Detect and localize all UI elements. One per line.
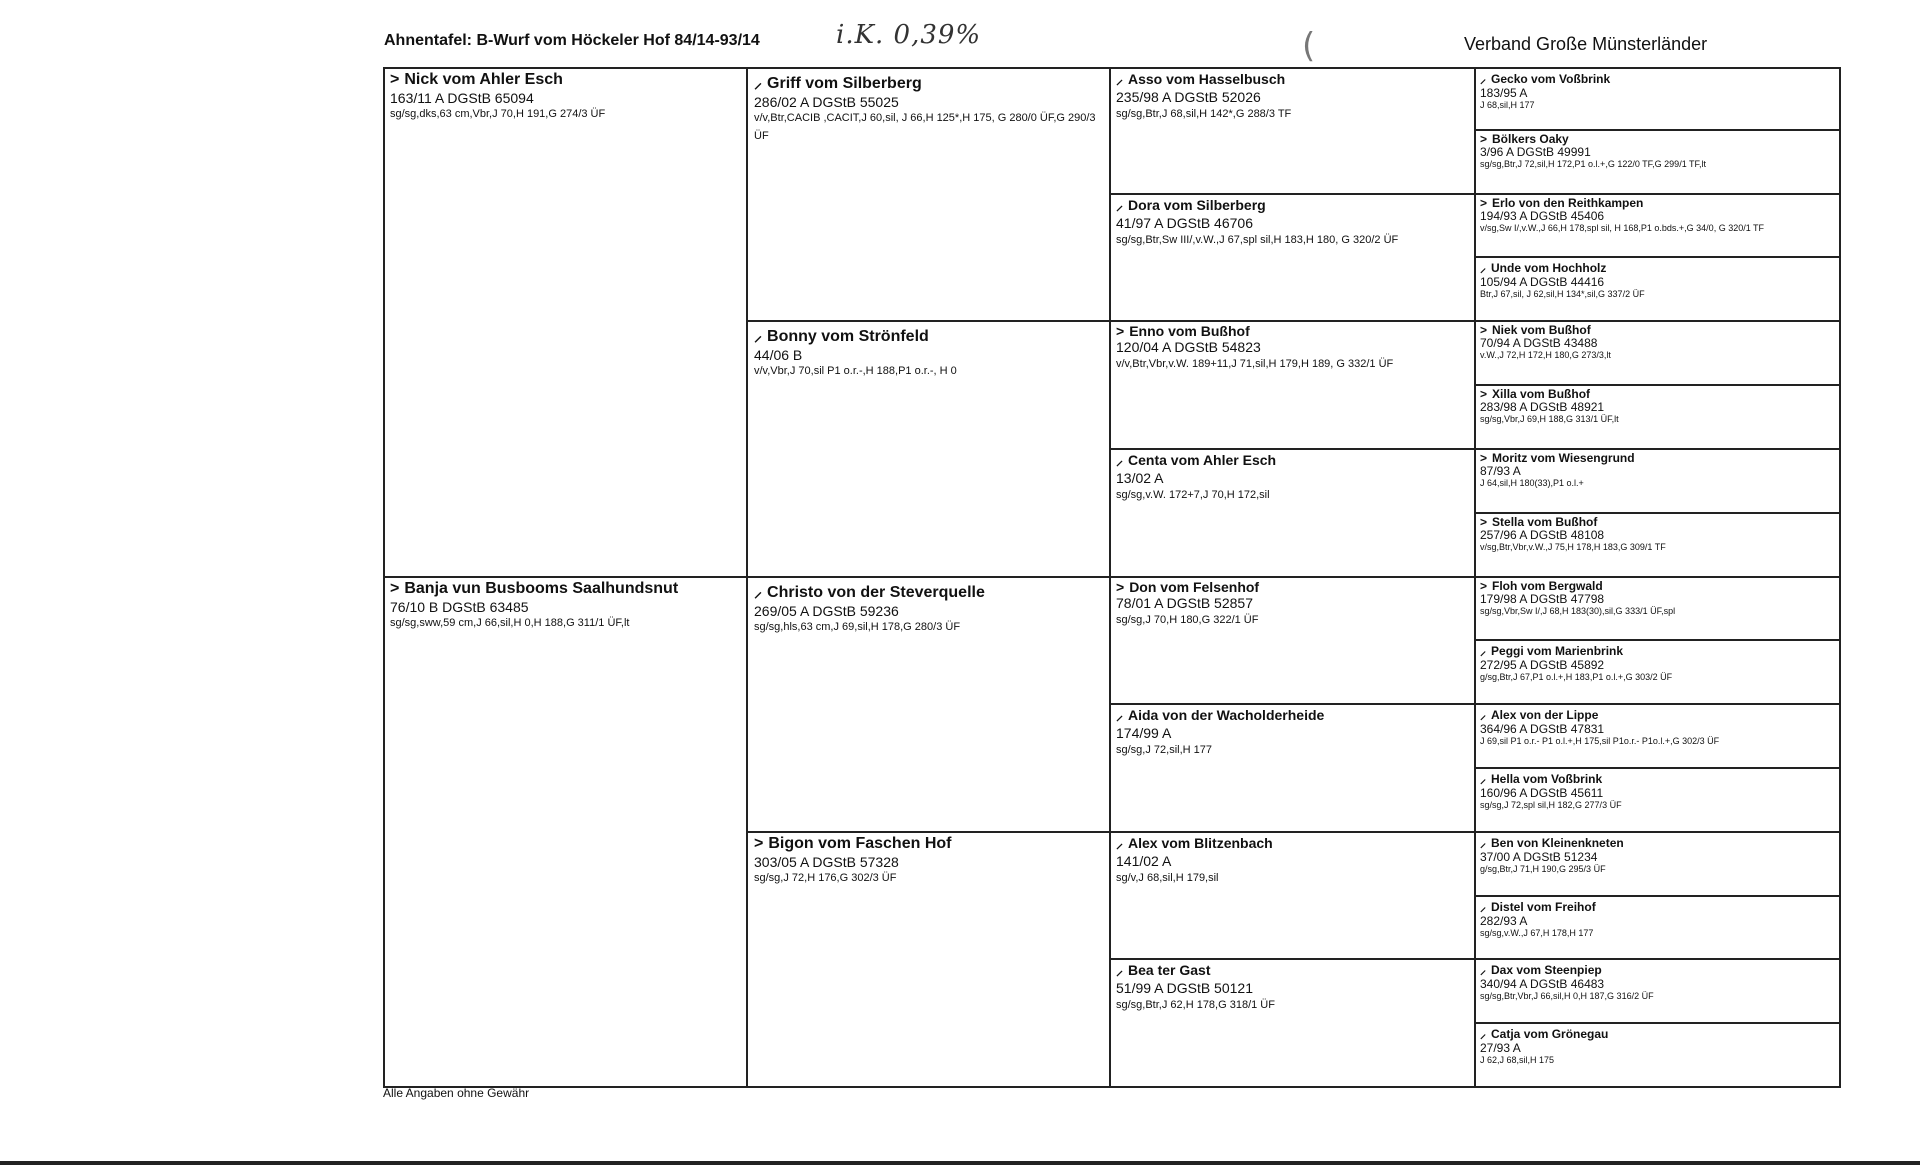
dog-name: Bonny vom Strönfeld bbox=[767, 328, 929, 345]
dog-name: Niek vom Bußhof bbox=[1492, 323, 1591, 337]
sex-marker: ⸝ bbox=[1480, 644, 1487, 658]
dog-name: Nick vom Ahler Esch bbox=[404, 71, 563, 88]
registration-number: 194/93 A DGStB 45406 bbox=[1480, 209, 1605, 223]
registration-number: 174/99 A bbox=[1116, 725, 1172, 741]
performance-details: J 64,sil,H 180(33),P1 o.l.+ bbox=[1480, 477, 1584, 488]
registration-number: 283/98 A DGStB 48921 bbox=[1480, 400, 1605, 414]
dog-name: Alex vom Blitzenbach bbox=[1128, 835, 1273, 851]
dog-name-row bbox=[1480, 770, 1835, 787]
dog-name: Floh vom Bergwald bbox=[1492, 579, 1603, 593]
performance-details: sg/v,J 68,sil,H 179,sil bbox=[1116, 872, 1219, 884]
dog-name: Dora vom Silberberg bbox=[1128, 197, 1266, 213]
dog-name: Unde vom Hochholz bbox=[1491, 261, 1607, 275]
dog-name: Catja vom Grönegau bbox=[1491, 1027, 1609, 1041]
pedigree-box-gen4 bbox=[1474, 384, 1841, 450]
registration-number: 105/94 A DGStB 44416 bbox=[1480, 275, 1605, 289]
pedigree-box-gen4 bbox=[1474, 1022, 1841, 1088]
dog-name-row bbox=[754, 324, 1103, 346]
performance-details: sg/sg,Btr,Sw III/,v.W.,J 67,spl sil,H 183,H 180, G 320/2 ÜF bbox=[1116, 234, 1399, 246]
sex-marker: ⸝ bbox=[1116, 962, 1123, 978]
dog-name-row bbox=[1480, 70, 1835, 87]
dog-name: Ben von Kleinenkneten bbox=[1491, 836, 1624, 850]
registration-number: 141/02 A bbox=[1116, 853, 1172, 869]
sex-marker: ⸝ bbox=[1480, 900, 1487, 914]
pedigree-box-gen4 bbox=[1474, 256, 1841, 322]
sex-marker: ⸝ bbox=[754, 584, 763, 601]
sex-marker: ⸝ bbox=[1116, 707, 1123, 723]
registration-number: 120/04 A DGStB 54823 bbox=[1116, 339, 1261, 355]
dog-name-row bbox=[754, 835, 1103, 853]
scan-edge bbox=[0, 1161, 1920, 1165]
dog-name: Hella vom Voßbrink bbox=[1491, 772, 1603, 786]
dog-name: Gecko vom Voßbrink bbox=[1491, 72, 1611, 86]
performance-details: g/sg,Btr,J 67,P1 o.l.+,H 183,P1 o.l.+,G 303/2 ÜF bbox=[1480, 671, 1673, 682]
registration-number: 269/05 A DGStB 59236 bbox=[754, 603, 899, 619]
performance-details: sg/sg,Btr,J 62,H 178,G 318/1 ÜF bbox=[1116, 999, 1275, 1011]
document-title: Ahnentafel: B-Wurf vom Höckeler Hof 84/14-93/14 bbox=[384, 32, 760, 49]
sex-marker: ⸝ bbox=[1480, 963, 1487, 977]
pedigree-box-gen4 bbox=[1474, 129, 1841, 195]
dog-name: Aida von der Wacholderheide bbox=[1128, 707, 1325, 723]
registration-number: 160/96 A DGStB 45611 bbox=[1480, 786, 1604, 800]
registration-number: 364/96 A DGStB 47831 bbox=[1480, 722, 1605, 736]
performance-details: v/v,Btr,Vbr,v.W. 189+11,J 71,sil,H 179,H 189, G 332/1 ÜF bbox=[1116, 358, 1394, 370]
dog-name: Banja vun Busbooms Saalhundsnut bbox=[404, 580, 679, 597]
registration-number: 3/96 A DGStB 49991 bbox=[1480, 145, 1591, 159]
dog-name: Alex von der Lippe bbox=[1491, 708, 1599, 722]
pedigree-box-gen1 bbox=[383, 67, 748, 578]
registration-number: 44/06 B bbox=[754, 347, 803, 363]
sex-marker: > bbox=[1116, 323, 1125, 339]
performance-details: sg/sg,dks,63 cm,Vbr,J 70,H 191,G 274/3 ÜF bbox=[390, 108, 606, 120]
dog-name: Bigon vom Faschen Hof bbox=[768, 835, 952, 852]
registration-number: 303/05 A DGStB 57328 bbox=[754, 854, 899, 870]
sex-marker: > bbox=[390, 71, 400, 88]
pedigree-box-gen4 bbox=[1474, 703, 1841, 769]
sex-marker: ⸝ bbox=[1116, 835, 1123, 851]
registration-number: 41/97 A DGStB 46706 bbox=[1116, 215, 1253, 231]
performance-details: sg/sg,J 72,H 176,G 302/3 ÜF bbox=[754, 872, 897, 884]
registration-number: 70/94 A DGStB 43488 bbox=[1480, 336, 1598, 350]
dog-name: Christo von der Steverquelle bbox=[767, 584, 985, 601]
sex-marker: ⸝ bbox=[754, 328, 763, 345]
dog-name: Peggi vom Marienbrink bbox=[1491, 644, 1624, 658]
sex-marker: > bbox=[1480, 196, 1488, 210]
sex-marker: > bbox=[1480, 323, 1488, 337]
dog-name-row bbox=[1480, 515, 1835, 529]
performance-details: g/sg,Btr,J 71,H 190,G 295/3 ÜF bbox=[1480, 863, 1606, 874]
dog-name: Stella vom Bußhof bbox=[1492, 515, 1598, 529]
dog-name-row bbox=[1480, 579, 1835, 593]
pedigree-box-gen3 bbox=[1109, 448, 1476, 578]
pedigree-box-gen4 bbox=[1474, 639, 1841, 705]
sex-marker: > bbox=[390, 580, 400, 597]
dog-name: Bölkers Oaky bbox=[1492, 132, 1569, 146]
pencil-mark: ( bbox=[1302, 26, 1316, 66]
pedigree-box-gen3 bbox=[1109, 703, 1476, 833]
dog-name: Moritz vom Wiesengrund bbox=[1492, 451, 1635, 465]
registration-number: 51/99 A DGStB 50121 bbox=[1116, 980, 1253, 996]
performance-details: J 62,J 68,sil,H 175 bbox=[1480, 1054, 1555, 1065]
dog-name-row bbox=[390, 580, 741, 598]
pedigree-box-gen4 bbox=[1474, 767, 1841, 833]
registration-number: 37/00 A DGStB 51234 bbox=[1480, 850, 1598, 864]
registration-number: 340/94 A DGStB 46483 bbox=[1480, 977, 1605, 991]
registration-number: 78/01 A DGStB 52857 bbox=[1116, 595, 1253, 611]
performance-details: sg/sg,J 72,spl sil,H 182,G 277/3 ÜF bbox=[1480, 799, 1622, 810]
dog-name-row bbox=[1480, 834, 1835, 851]
dog-name: Xilla vom Bußhof bbox=[1492, 387, 1591, 401]
pedigree-box-gen4 bbox=[1474, 448, 1841, 514]
pedigree-box-gen3 bbox=[1109, 67, 1476, 195]
dog-name-row bbox=[390, 71, 741, 89]
pedigree-box-gen4 bbox=[1474, 831, 1841, 897]
pedigree-box-gen4 bbox=[1474, 320, 1841, 386]
dog-name-row bbox=[1116, 70, 1469, 89]
dog-name-row bbox=[1116, 961, 1469, 980]
performance-details: sg/sg,Btr,Vbr,J 66,sil,H 0,H 187,G 316/2 ÜF bbox=[1480, 990, 1654, 1001]
dog-name: Erlo von den Reithkampen bbox=[1492, 196, 1644, 210]
dog-name-row bbox=[1480, 387, 1835, 401]
sex-marker: > bbox=[1480, 387, 1488, 401]
dog-name-row bbox=[1480, 196, 1835, 210]
pedigree-box-gen2 bbox=[746, 831, 1111, 1088]
pedigree-box-gen1 bbox=[383, 576, 748, 1088]
registration-number: 286/02 A DGStB 55025 bbox=[754, 94, 899, 110]
dog-name-row bbox=[1116, 706, 1469, 725]
dog-name-row bbox=[1480, 132, 1835, 146]
dog-name-row bbox=[1480, 898, 1835, 915]
dog-name: Don vom Felsenhof bbox=[1129, 579, 1260, 595]
registration-number: 76/10 B DGStB 63485 bbox=[390, 599, 529, 615]
registration-number: 235/98 A DGStB 52026 bbox=[1116, 89, 1261, 105]
pedigree-box-gen4 bbox=[1474, 193, 1841, 258]
association-name: Verband Große Münsterländer bbox=[1464, 34, 1708, 54]
performance-details: sg/sg,v.W. 172+7,J 70,H 172,sil bbox=[1116, 489, 1270, 501]
pedigree-box-gen4 bbox=[1474, 958, 1841, 1024]
handwritten-note: i.K. 0,39% bbox=[836, 20, 982, 50]
dog-name-row bbox=[1116, 579, 1469, 595]
pedigree-box-gen3 bbox=[1109, 958, 1476, 1088]
dog-name-row bbox=[1480, 642, 1835, 659]
registration-number: 87/93 A bbox=[1480, 464, 1521, 478]
pedigree-box-gen4 bbox=[1474, 895, 1841, 960]
sex-marker: > bbox=[754, 835, 764, 852]
dog-name: Centa vom Ahler Esch bbox=[1128, 452, 1277, 468]
performance-details: sg/sg,sww,59 cm,J 66,sil,H 0,H 188,G 311/1 ÜF,lt bbox=[390, 617, 630, 629]
dog-name-row bbox=[1116, 834, 1469, 853]
registration-number: 163/11 A DGStB 65094 bbox=[390, 90, 534, 106]
registration-number: 27/93 A bbox=[1480, 1041, 1521, 1055]
dog-name: Enno vom Bußhof bbox=[1129, 323, 1250, 339]
dog-name-row bbox=[754, 580, 1103, 602]
pedigree-grid bbox=[383, 67, 1841, 1088]
performance-details: sg/sg,Btr,J 72,sil,H 172,P1 o.l.+,G 122/0 TF,G 299/1 TF,lt bbox=[1480, 158, 1707, 169]
sex-marker: > bbox=[1480, 132, 1488, 146]
pedigree-box-gen3 bbox=[1109, 193, 1476, 322]
performance-details: sg/sg,v.W.,J 67,H 178,H 177 bbox=[1480, 927, 1594, 938]
sex-marker: ⸝ bbox=[1480, 708, 1487, 722]
sex-marker: ⸝ bbox=[1116, 71, 1123, 87]
pedigree-box-gen3 bbox=[1109, 576, 1476, 705]
dog-name-row bbox=[1480, 451, 1835, 465]
registration-number: 179/98 A DGStB 47798 bbox=[1480, 592, 1605, 606]
sex-marker: ⸝ bbox=[1480, 72, 1487, 86]
dog-name: Asso vom Hasselbusch bbox=[1128, 71, 1286, 87]
sex-marker: ⸝ bbox=[1480, 836, 1487, 850]
dog-name-row bbox=[1480, 706, 1835, 723]
performance-details: J 68,sil,H 177 bbox=[1480, 99, 1535, 110]
pedigree-box-gen4 bbox=[1474, 67, 1841, 131]
registration-number: 272/95 A DGStB 45892 bbox=[1480, 658, 1605, 672]
performance-details: v/sg,Sw I/,v.W.,J 66,H 178,spl sil, H 168,P1 o.bds.+,G 34/0, G 320/1 TF bbox=[1480, 222, 1765, 233]
sex-marker: > bbox=[1480, 515, 1488, 529]
dog-name-row bbox=[1116, 196, 1469, 215]
sex-marker: ⸝ bbox=[1116, 452, 1123, 468]
dog-name-row bbox=[754, 71, 1103, 93]
performance-details: v/v,Vbr,J 70,sil P1 o.r.-,H 188,P1 o.r.-, H 0 bbox=[754, 365, 957, 377]
sex-marker: ⸝ bbox=[1480, 261, 1487, 275]
pedigree-box-gen2 bbox=[746, 576, 1111, 833]
dog-name: Distel vom Freihof bbox=[1491, 900, 1596, 914]
registration-number: 257/96 A DGStB 48108 bbox=[1480, 528, 1605, 542]
performance-details: sg/sg,Vbr,Sw I/,J 68,H 183(30),sil,G 333/1 ÜF,spl bbox=[1480, 605, 1676, 616]
performance-details: sg/sg,Btr,J 68,sil,H 142*,G 288/3 TF bbox=[1116, 108, 1292, 120]
pedigree-box-gen4 bbox=[1474, 576, 1841, 641]
performance-details: J 69,sil P1 o.r.- P1 o.l.+,H 175,sil P1o.r.- P1o.l.+,G 302/3 ÜF bbox=[1480, 735, 1720, 746]
performance-details: sg/sg,hls,63 cm,J 69,sil,H 178,G 280/3 ÜF bbox=[754, 621, 961, 633]
sex-marker: ⸝ bbox=[754, 75, 763, 92]
pedigree-box-gen2 bbox=[746, 67, 1111, 322]
performance-details: sg/sg,Vbr,J 69,H 188,G 313/1 ÜF,lt bbox=[1480, 413, 1619, 424]
dog-name-row bbox=[1480, 323, 1835, 337]
performance-details: sg/sg,J 72,sil,H 177 bbox=[1116, 744, 1212, 756]
performance-details: v/v,Btr,CACIB ,CACIT,J 60,sil, J 66,H 125*,H 175, G 280/0 ÜF,G 290/3 ÜF bbox=[754, 112, 1096, 142]
dog-name: Bea ter Gast bbox=[1128, 962, 1211, 978]
dog-name-row bbox=[1116, 451, 1469, 470]
dog-name: Griff vom Silberberg bbox=[767, 75, 922, 92]
sex-marker: ⸝ bbox=[1480, 772, 1487, 786]
sex-marker: > bbox=[1480, 451, 1488, 465]
sex-marker: > bbox=[1480, 579, 1488, 593]
sex-marker: ⸝ bbox=[1480, 1027, 1487, 1041]
pedigree-box-gen3 bbox=[1109, 320, 1476, 450]
performance-details: v.W.,J 72,H 172,H 180,G 273/3,lt bbox=[1480, 349, 1611, 360]
registration-number: 183/95 A bbox=[1480, 86, 1528, 100]
performance-details: v/sg,Btr,Vbr,v.W.,J 75,H 178,H 183,G 309/1 TF bbox=[1480, 541, 1666, 552]
dog-name: Dax vom Steenpiep bbox=[1491, 963, 1602, 977]
dog-name-row bbox=[1480, 259, 1835, 276]
dog-name-row bbox=[1480, 1025, 1835, 1042]
pedigree-box-gen4 bbox=[1474, 512, 1841, 578]
dog-name-row bbox=[1116, 323, 1469, 339]
disclaimer-text: Alle Angaben ohne Gewähr bbox=[383, 1086, 530, 1100]
sex-marker: > bbox=[1116, 579, 1125, 595]
performance-details: sg/sg,J 70,H 180,G 322/1 ÜF bbox=[1116, 614, 1259, 626]
sex-marker: ⸝ bbox=[1116, 197, 1123, 213]
performance-details: Btr,J 67,sil, J 62,sil,H 134*,sil,G 337/2 ÜF bbox=[1480, 288, 1645, 299]
registration-number: 13/02 A bbox=[1116, 470, 1164, 486]
dog-name-row bbox=[1480, 961, 1835, 978]
pedigree-box-gen2 bbox=[746, 320, 1111, 578]
pedigree-box-gen3 bbox=[1109, 831, 1476, 960]
registration-number: 282/93 A bbox=[1480, 914, 1528, 928]
